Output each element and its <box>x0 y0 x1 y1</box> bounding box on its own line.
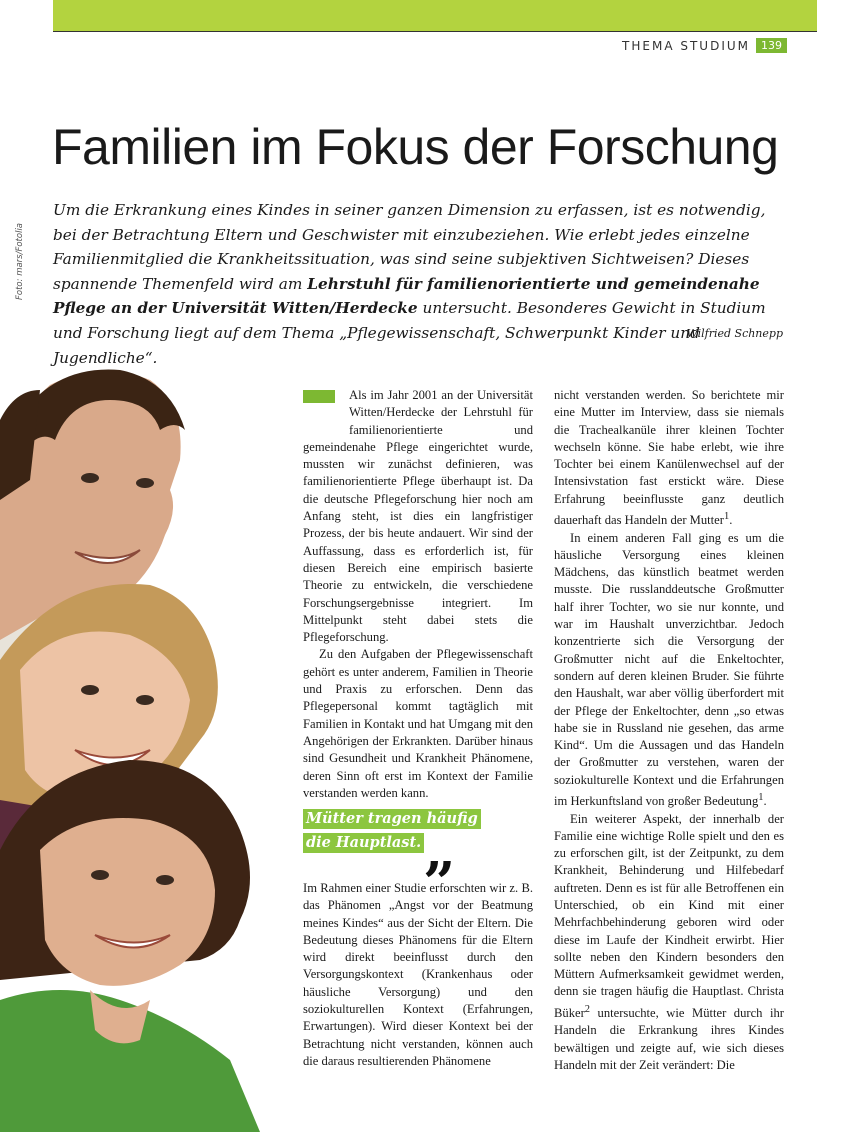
pullquote-line-1: Mütter tragen häufig <box>303 809 481 829</box>
pullquote-line-2: die Hauptlast. <box>303 833 424 853</box>
accent-square <box>303 390 335 403</box>
section-name: THEMA STUDIUM <box>622 38 750 53</box>
paragraph-text: In einem anderen Fall ging es um die häusliche Versorgung eines kleinen Mädchens, das künstlich beatmet werden musste. Die russlanddeutsche Großmutter half ihrer Tochter, wo sie nur konnte, und war im Haushalt unverzichtbar. Jedoch konzentrierte sich die Versorgung der Großmutter nicht auf die Enkeltochter, sondern auf deren kleinen Bruder. Sie führte den Haushalt, war aber völlig überfordert mit der Pflege der Enkeltochter, denn „so etwas habe sie in Russland nie gesehen, das arme Kind“. Um die Aussagen und das Handeln der Großmutter zu verstehen, waren der soziokulturelle Kontext und die Erfahrungen im Herkunftsland von großer Bedeutung <box>554 530 784 809</box>
paragraph <box>554 811 784 1075</box>
lead-paragraph <box>53 198 783 370</box>
paragraph-text: nicht verstanden werden. So berichtete mir eine Mutter im Interview, dass sie niemals die Trachealkanüle ihrer kleinen Tochter wechseln könne. Sie habe erlebt, wie ihre Tochter bei einem Kanülenwechsel auf der Intensivstation fast erstickt wäre. Diese Erfahrung beeinflusste ganz deutlich dauerhaft das Handeln der Mutter <box>554 388 784 528</box>
text-column-1 <box>303 387 533 802</box>
photo-credit: Foto: mars/Fotolia <box>15 222 25 300</box>
text-column-2 <box>554 387 784 1074</box>
footnote-marker: 1 <box>723 511 730 523</box>
paragraph: Zu den Aufgaben der Pflegewissenschaft gehört es unter anderem, Familien in Theorie und Praxis zu erforschen. Denn das Pflegepersonal kommt tagtäglich mit Familien in Kontakt und hat Umgang mit den Angehörigen der Erkrankten. Darüber hinaus sind Gesundheit und Krankheit Phänomene, deren Sinn oft erst im Kontext der Familie verstanden werden kann. <box>303 647 533 800</box>
family-photo <box>0 360 300 1132</box>
lead-text-2: untersucht. Besonderes Gewicht in Studium und Forschung liegt auf dem Thema „Pflegewissenschaft, Schwerpunkt Kinder und Jugendliche“. <box>53 299 766 367</box>
section-header <box>622 38 787 53</box>
paragraph-text: untersuchte, wie Mütter durch ihr Handeln die Erkrankung ihres Kindes bewältigen und zeigte auf, wie sich dieses Handeln mit der Zeit verändert: Die <box>554 1005 784 1072</box>
page-number: 139 <box>756 38 787 53</box>
paragraph: Als im Jahr 2001 an der Universität Witten/Herdecke der Lehrstuhl für familienorientierte und gemeindenahe Pflege eingerichtet wurde, mussten wir zunächst definieren, was familienorientierte Pflege überhaupt ist. Da die deutsche Pflegeforschung hier noch am Anfang steht, ist dies ein langfristiger Prozess, der bis heute andauert. Wir sind der Auffassung, dass es erforderlich ist, für diesen Bereich eine empirisch basierte Theorie zu entwickeln, die verschiedene Forschungsergebnisse integriert. Im Mittelpunkt steht dabei stets die Pflegeforschung. <box>303 388 533 645</box>
paragraph: In einem anderen Fall ging es um die häusliche Versorgung eines kleinen Mädchens, das künstlich beatmet werden musste. Die russlanddeutsche Großmutter half ihrer Tochter, wo sie nur konnte, und war im Haushalt unverzichtbar. Jedoch konzentrierte sich die Versorgung der Großmutter nicht auf die Enkeltochter, sondern auf deren kleinen Bruder. Sie führte den Haushalt, war aber völlig überfordert mit der Pflege der Enkeltochter, denn „so etwas habe sie in Russland nie gesehen, das arme Kind“. Um die Aussagen und das Handeln der Großmutter zu verstehen, waren der soziokulturelle Kontext und die Erfahrungen im Herkunftsland von großer Bedeutung$^1$. <box>554 530 784 809</box>
quote-mark-icon: „ <box>424 818 457 884</box>
paragraph-text: Ein weiterer Aspekt, der innerhalb der Familie eine wichtige Rolle spielt und den es zu erforschen gilt, ist der Zeitpunkt, zu dem Krankheit, Behinderung und Hilfebedarf auftreten. Denn es ist für alle Betroffenen ein Unterschied, ob ein Kind mit einer Mehrfachbehinderung geboren wird oder diese im Laufe der Kindheit erwirbt. Hier sollte neben den Kindern besonders den Müttern Aufmerksamkeit gewidmet werden, denn sie tragen häufig die Hauptlast. Christa Büker <box>554 811 784 1020</box>
text-column-1-lower <box>303 880 533 1070</box>
lead-bold: Lehrstuhl für familienorientierte und gemeindenahe Pflege an der Universität Witten/Herdecke <box>53 274 760 318</box>
footnote-marker: 1 <box>758 792 764 804</box>
footnote-marker: 2 <box>584 1003 591 1015</box>
author-name: Wilfried Schnepp <box>686 327 783 340</box>
page-title: Familien im Fokus der Forschung <box>52 119 779 175</box>
lead-text-1: Um die Erkrankung eines Kindes in seiner ganzen Dimension zu erfassen, ist es notwendig, bei der Betrachtung Eltern und Geschwister mit einzubeziehen. Wie erlebt jedes einzelne Familienmitglied die Krankheitssituation, was sind seine subjektiven Sichtweisen? Dieses spannende Themenfeld wird am <box>53 201 766 293</box>
girl-figure <box>0 760 260 1132</box>
paragraph: Im Rahmen einer Studie erforschten wir z. B. das Phänomen „Angst vor der Beatmung meines Kindes“ aus der Sicht der Eltern. Die Bedeutung dieses Phänomens für die Eltern wird direkt beeinflusst durch den Versorgungskontext (Krankenhaus oder häusliche Versorgung) und den soziokulturellen Kontext (Erfahrungen, Erwartungen). Wird dieser Kontext bei der Betrachtung nicht verstanden, können auch die daraus resultierenden Phänomene <box>303 881 533 1068</box>
paragraph: nicht verstanden werden. So berichtete mir eine Mutter im Interview, dass sie niemals die Trachealkanüle ihrer kleinen Tochter wechseln könne. Sie habe erlebt, wie ihre Tochter bei einem Kanülenwechsel auf der Intensivstation fast erstickt wäre. Diese Erfahrung beeinflusste ganz deutlich dauerhaft das Handeln der Mutter$^1$. <box>554 388 784 528</box>
header-bar <box>53 0 817 32</box>
